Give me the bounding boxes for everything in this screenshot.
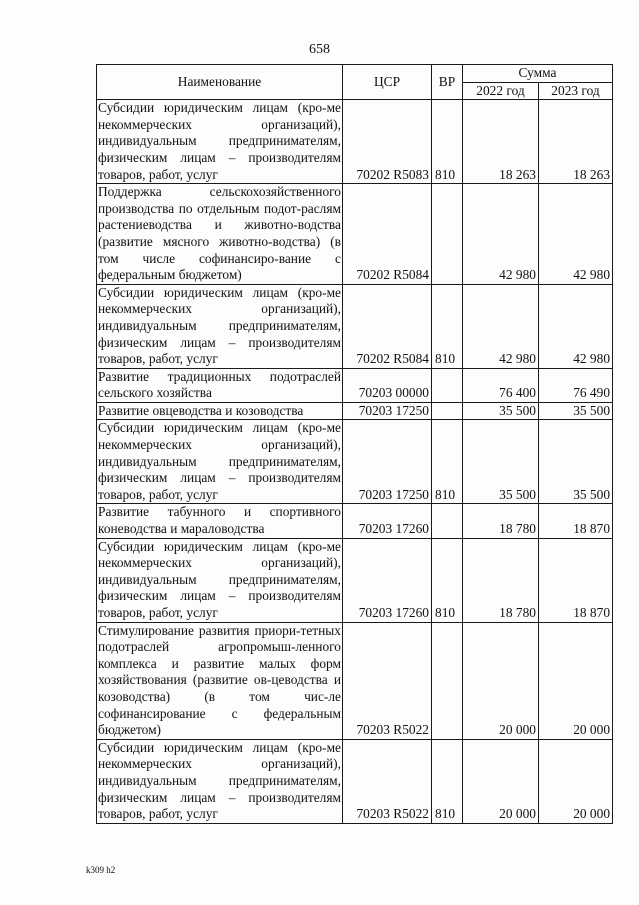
row-csr: 70203 17250 (343, 420, 432, 504)
table-row (97, 504, 613, 538)
row-name: Субсидии юридическим лицам (кро-ме некоммерческих организаций), индивидуальным предпринимателям, физическим лицам – производителям товаров, работ, услуг (97, 284, 343, 368)
row-vr: 810 (432, 538, 463, 622)
row-sum-2023: 35 500 (539, 420, 613, 504)
header-year-2022: 2022 год (463, 82, 539, 100)
row-vr (432, 402, 463, 420)
row-name: Развитие табунного и спортивного коневодства и мараловодства (97, 504, 343, 538)
row-sum-2023: 20 000 (539, 622, 613, 739)
row-sum-2022: 42 980 (463, 284, 539, 368)
row-name: Развитие овцеводства и козоводства (97, 402, 343, 420)
row-csr: 70202 R5084 (343, 284, 432, 368)
row-sum-2023: 18 870 (539, 538, 613, 622)
table-row (97, 538, 613, 622)
row-sum-2022: 18 263 (463, 100, 539, 184)
table-row (97, 284, 613, 368)
row-csr: 70203 17260 (343, 504, 432, 538)
row-csr: 70203 R5022 (343, 622, 432, 739)
header-vr: ВР (432, 65, 463, 100)
table-row (97, 368, 613, 402)
row-vr: 810 (432, 100, 463, 184)
row-name: Субсидии юридическим лицам (кро-ме некоммерческих организаций), индивидуальным предпринимателям, физическим лицам – производителям товаров, работ, услуг (97, 739, 343, 823)
row-sum-2022: 76 400 (463, 368, 539, 402)
header-csr: ЦСР (343, 65, 432, 100)
header-year-2023: 2023 год (539, 82, 613, 100)
row-csr: 70203 00000 (343, 368, 432, 402)
row-sum-2023: 18 870 (539, 504, 613, 538)
row-sum-2022: 20 000 (463, 622, 539, 739)
row-sum-2023: 42 980 (539, 284, 613, 368)
row-sum-2023: 18 263 (539, 100, 613, 184)
header-name: Наименование (97, 65, 343, 100)
table-row (97, 100, 613, 184)
row-vr (432, 504, 463, 538)
row-name: Субсидии юридическим лицам (кро-ме некоммерческих организаций), индивидуальным предпринимателям, физическим лицам – производителям товаров, работ, услуг (97, 420, 343, 504)
row-name: Субсидии юридическим лицам (кро-ме некоммерческих организаций), индивидуальным предпринимателям, физическим лицам – производителям товаров, работ, услуг (97, 538, 343, 622)
row-sum-2022: 35 500 (463, 420, 539, 504)
table-row (97, 184, 613, 285)
table-body (97, 100, 613, 824)
row-vr: 810 (432, 739, 463, 823)
header-sum: Сумма (463, 65, 613, 83)
row-name: Стимулирование развития приори-тетных подотраслей агропромыш-ленного комплекса и развитие малых форм хозяйствования (развитие ов-цеводства и козоводства) (в том чис-ле софинансирование с федеральным бюджетом) (97, 622, 343, 739)
table-row (97, 420, 613, 504)
row-csr: 70203 R5022 (343, 739, 432, 823)
row-name: Развитие традиционных подотраслей сельского хозяйства (97, 368, 343, 402)
row-csr: 70202 R5084 (343, 184, 432, 285)
row-sum-2022: 42 980 (463, 184, 539, 285)
table-row (97, 622, 613, 739)
row-name: Поддержка сельскохозяйственного производства по отдельным подот-раслям растениеводства и животно-водства (развитие мясного животно-водства) (в том числе софинансиро-вание с федеральным бюджетом) (97, 184, 343, 285)
row-vr: 810 (432, 420, 463, 504)
row-sum-2022: 18 780 (463, 538, 539, 622)
table-row (97, 739, 613, 823)
row-vr (432, 368, 463, 402)
page-number: 658 (309, 42, 330, 57)
row-csr: 70203 17260 (343, 538, 432, 622)
table-row (97, 402, 613, 420)
row-sum-2023: 42 980 (539, 184, 613, 285)
budget-table (96, 64, 613, 824)
row-sum-2023: 20 000 (539, 739, 613, 823)
row-sum-2022: 20 000 (463, 739, 539, 823)
row-sum-2023: 35 500 (539, 402, 613, 420)
row-sum-2022: 18 780 (463, 504, 539, 538)
row-csr: 70202 R5083 (343, 100, 432, 184)
table-header (97, 65, 613, 100)
row-name: Субсидии юридическим лицам (кро-ме некоммерческих организаций), индивидуальным предпринимателям, физическим лицам – производителям товаров, работ, услуг (97, 100, 343, 184)
row-sum-2023: 76 490 (539, 368, 613, 402)
row-sum-2022: 35 500 (463, 402, 539, 420)
row-csr: 70203 17250 (343, 402, 432, 420)
row-vr: 810 (432, 284, 463, 368)
footer-code: k309 h2 (86, 865, 116, 875)
row-vr (432, 184, 463, 285)
row-vr (432, 622, 463, 739)
